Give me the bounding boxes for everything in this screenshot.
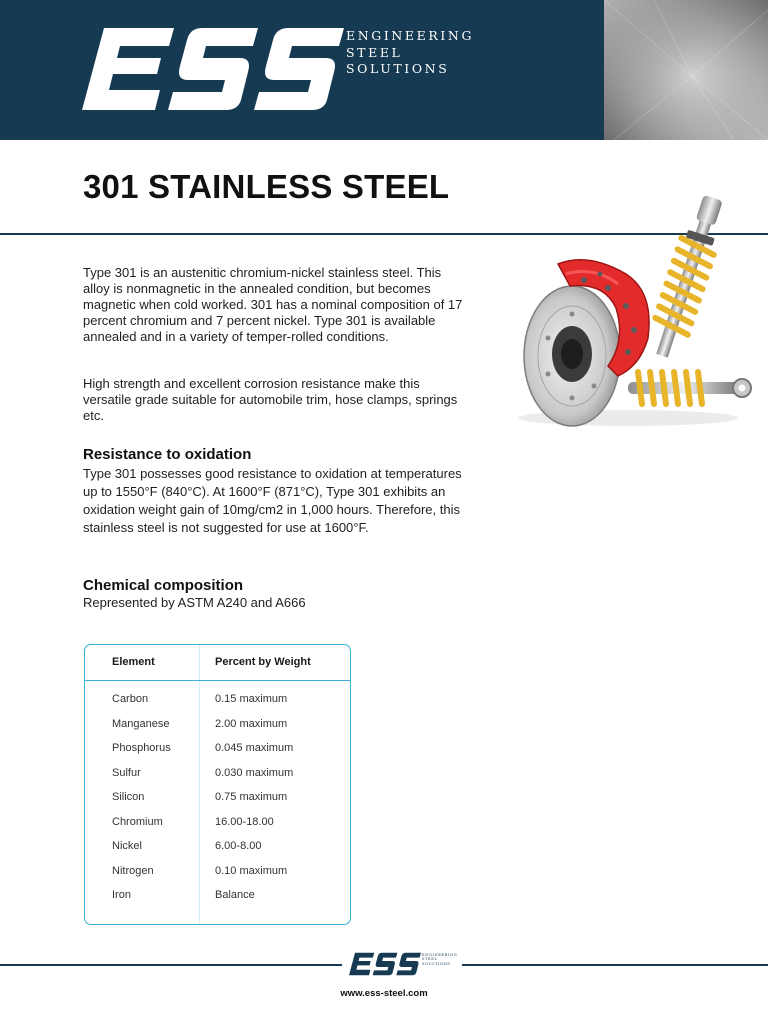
element-cell: Silicon <box>112 791 145 803</box>
column-header-percent: Percent by Weight <box>215 656 311 668</box>
element-cell: Chromium <box>112 815 163 828</box>
percent-cell: 0.045 maximum <box>215 742 294 754</box>
percent-cell: 2.00 maximum <box>215 717 288 730</box>
brand-name <box>346 28 474 78</box>
table-row <box>85 840 350 864</box>
table-row <box>85 767 350 791</box>
table-row <box>85 742 350 766</box>
footer-ess-logo <box>349 952 421 976</box>
brand-line-1: ENGINEERING <box>346 28 475 43</box>
header-band <box>0 0 768 140</box>
intro-paragraph-1: Type 301 is an austenitic chromium-nickel stainless steel. This alloy is nonmagnetic in the annealed condition, but becomes magnetic when cold worked. 301 has a nominal composition of 17 percent chromium and 7 percent nickel. Type 301 is available annealed and in a variety of temper-rolled conditions. <box>83 265 463 344</box>
table-header <box>85 645 350 681</box>
table-row <box>85 865 350 889</box>
ess-logo <box>82 28 344 110</box>
percent-cell: 6.00-8.00 <box>215 840 262 852</box>
footer-rule-right <box>462 964 768 966</box>
composition-table <box>84 644 351 925</box>
chemical-subtitle: Represented by ASTM A240 and A666 <box>83 595 306 610</box>
logo-text: ESS <box>82 28 85 29</box>
page-title: 301 STAINLESS STEEL <box>83 168 450 205</box>
footer-rule-left <box>0 964 342 966</box>
percent-cell: 0.75 maximum <box>215 791 288 803</box>
table-row <box>85 693 350 717</box>
table-row <box>85 791 350 815</box>
element-cell: Manganese <box>112 717 170 730</box>
element-cell: Iron <box>112 889 131 901</box>
element-cell: Phosphorus <box>112 742 171 754</box>
footer-brand-line-1: ENGINEERING <box>422 953 458 957</box>
percent-cell: 0.030 maximum <box>215 766 294 779</box>
table-row <box>85 816 350 840</box>
oxidation-heading: Resistance to oxidation <box>83 446 252 463</box>
brushed-steel-texture <box>604 0 768 140</box>
percent-cell: 0.15 maximum <box>215 693 288 705</box>
percent-cell: 0.10 maximum <box>215 864 288 877</box>
chemical-heading: Chemical composition <box>83 577 244 594</box>
percent-cell: 16.00-18.00 <box>215 815 274 828</box>
table-row <box>85 889 350 913</box>
footer-url-link[interactable]: www.ess-steel.com <box>340 988 428 999</box>
brand-line-3: SOLUTIONS <box>346 61 450 76</box>
percent-cell: Balance <box>215 889 255 901</box>
element-cell: Nitrogen <box>112 864 154 877</box>
footer-brand-line-2: STEEL <box>422 957 438 962</box>
intro-paragraph-2: High strength and excellent corrosion resistance make this versatile grade suitable for automobile trim, hose clamps, springs etc. <box>83 376 458 423</box>
brand-line-2: STEEL <box>346 44 403 60</box>
table-row <box>85 718 350 742</box>
element-cell: Nickel <box>112 840 142 852</box>
element-cell: Carbon <box>112 693 149 705</box>
oxidation-paragraph: Type 301 possesses good resistance to oxidation at temperatures up to 1550°F (840°C). At 1600°F (871°C), Type 301 exhibits an oxidation weight gain of 10mg/cm2 in 1,000 hours. Therefore, this stainless steel is not suggested for use at 1600°F. <box>83 466 462 535</box>
footer-brand-line-3: SOLUTIONS <box>422 961 451 966</box>
footer-brand-lines <box>422 953 457 966</box>
column-header-element: Element <box>112 656 155 668</box>
brake-disc-shock-absorber-illustration <box>508 190 758 430</box>
element-cell: Sulfur <box>112 766 141 779</box>
